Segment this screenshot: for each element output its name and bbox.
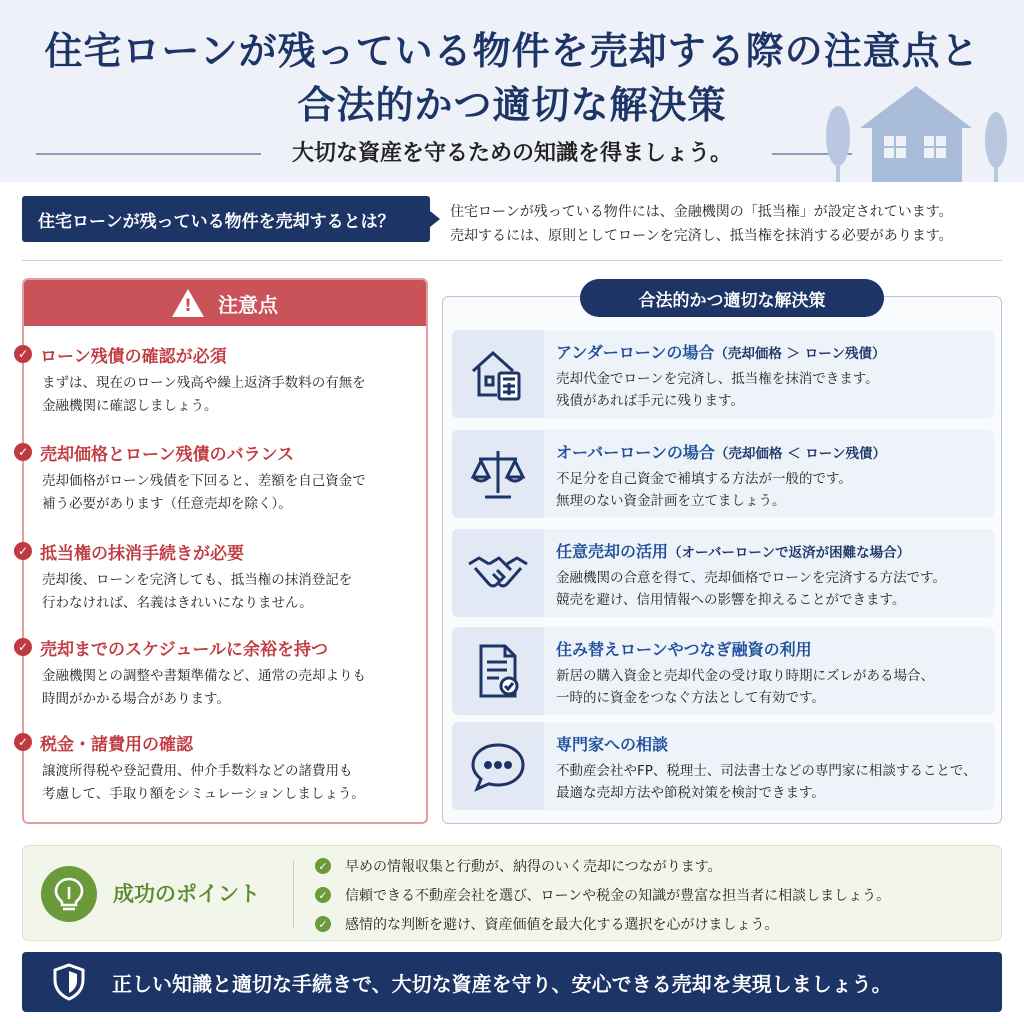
success-point	[315, 856, 722, 876]
success-point	[315, 885, 890, 905]
success-divider	[293, 860, 294, 928]
house-calculator-icon	[469, 345, 527, 403]
success-point-text: 信頼できる不動産会社を選び、ローンや税金の知識が豊富な担当者に相談しましょう。	[345, 888, 891, 904]
solution-text: 競売を避け、信用情報への影響を抑えることができます。	[556, 592, 906, 608]
house-illustration-icon	[820, 78, 1024, 182]
intro-arrow-icon	[430, 211, 440, 227]
solution-text: 最適な売却方法や節税対策を検討できます。	[556, 785, 825, 801]
caution-text: 補う必要があります（任意売却を除く）。	[42, 496, 292, 512]
caution-header-label: 注意点	[218, 292, 278, 317]
solution-title: 専門家への相談	[556, 735, 669, 754]
warning-icon: !	[172, 289, 204, 317]
caution-text: 売却価格がローン残債を下回ると、差額を自己資金で	[42, 473, 366, 489]
caution-title: 売却までのスケジュールに余裕を持つ	[40, 639, 328, 660]
check-circle-icon: ✓	[315, 916, 331, 932]
solution-text: 無理のない資金計画を立てましょう。	[556, 493, 786, 509]
check-circle-icon: ✓	[14, 542, 32, 560]
header-banner	[0, 0, 1024, 182]
success-point-text: 早めの情報収集と行動が、納得のいく売却につながります。	[345, 859, 722, 875]
check-circle-icon: ✓	[14, 733, 32, 751]
caution-text: 行わなければ、名義はきれいになりません。	[42, 595, 313, 611]
intro-text	[450, 200, 1010, 248]
solution-item	[452, 529, 994, 617]
check-circle-icon: ✓	[14, 443, 32, 461]
caution-text: 売却後、ローンを完済しても、抵当権の抹消登記を	[42, 572, 353, 588]
solution-item	[452, 430, 994, 518]
document-icon	[469, 642, 527, 700]
caution-item	[14, 635, 394, 711]
solution-item	[452, 330, 994, 418]
handshake-icon	[467, 544, 529, 602]
check-circle-icon: ✓	[14, 638, 32, 656]
solution-note: （売却価格 ＞ ローン残債）	[714, 346, 886, 362]
section-divider	[22, 260, 1002, 261]
caution-text: 金融機関に確認しましょう。	[42, 398, 218, 414]
solution-title: 住み替えローンやつなぎ融資の利用	[556, 640, 812, 659]
footer-banner	[22, 952, 1002, 1012]
chat-bubble-icon	[469, 737, 527, 795]
shield-icon	[52, 962, 86, 1002]
intro-line: 売却するには、原則としてローンを完済し、抵当権を抹消する必要があります。	[450, 228, 953, 244]
caution-title: 抵当権の抹消手続きが必要	[40, 543, 244, 564]
intro-badge: 住宅ローンが残っている物件を売却するとは？	[22, 196, 430, 242]
solution-text: 不動産会社やFP、税理士、司法書士などの専門家に相談することで、	[556, 763, 977, 779]
check-circle-icon: ✓	[315, 887, 331, 903]
page-title-line2: 合法的かつ適切な解決策	[297, 83, 727, 127]
solution-text: 一時的に資金をつなぐ方法として有効です。	[556, 690, 825, 706]
caution-title: 売却価格とローン残債のバランス	[40, 444, 295, 465]
caution-header	[24, 280, 426, 326]
check-circle-icon: ✓	[315, 858, 331, 874]
solution-title: アンダーローンの場合	[556, 343, 715, 362]
solution-note: （売却価格 ＜ ローン残債）	[714, 446, 887, 462]
caution-title: 税金・諸費用の確認	[40, 734, 193, 755]
caution-item	[14, 440, 394, 516]
caution-text: 譲渡所得税や登記費用、仲介手数料などの諸費用も	[42, 763, 353, 779]
solution-text: 不足分を自己資金で補填する方法が一般的です。	[556, 471, 852, 487]
solution-text: 新居の購入資金と売却代金の受け取り時期にズレがある場合、	[556, 668, 934, 684]
caution-text: 考慮して、手取り額をシミュレーションしましょう。	[42, 786, 365, 802]
intro-line: 住宅ローンが残っている物件には、金融機関の「抵当権」が設定されています。	[450, 204, 953, 220]
success-title: 成功のポイント	[113, 882, 260, 906]
caution-item	[14, 730, 394, 806]
solution-text: 金融機関の合意を得て、売却価格でローンを完済する方法です。	[556, 570, 946, 586]
scales-icon	[469, 445, 527, 503]
success-point-text: 感情的な判断を避け、資産価値を最大化する選択を心がけましょう。	[345, 917, 779, 933]
lightbulb-icon	[41, 866, 97, 922]
solution-title: オーバーローンの場合	[556, 443, 715, 462]
page-title-line1: 住宅ローンが残っている物件を売却する際の注意点と	[44, 29, 980, 73]
caution-text: 金融機関との調整や書類準備など、通常の売却よりも	[42, 668, 366, 684]
solution-text: 売却代金でローンを完済し、抵当権を抹消できます。	[556, 371, 879, 387]
caution-item	[14, 342, 394, 418]
caution-text: まずは、現在のローン残高や繰上返済手数料の有無を	[42, 375, 366, 391]
solution-text: 残債があれば手元に残ります。	[556, 393, 744, 409]
solution-header: 合法的かつ適切な解決策	[580, 279, 884, 317]
footer-message: 正しい知識と適切な手続きで、大切な資産を守り、安心できる売却を実現しましょう。	[112, 971, 892, 996]
caution-title: ローン残債の確認が必須	[40, 346, 227, 367]
solution-item	[452, 722, 994, 810]
success-panel	[22, 845, 1002, 941]
solution-title: 任意売却の活用	[556, 542, 669, 561]
success-point	[315, 914, 778, 934]
page-subtitle: 大切な資産を守るための知識を得ましょう。	[291, 141, 732, 166]
caution-text: 時間がかかる場合があります。	[42, 691, 230, 707]
solution-item	[452, 627, 994, 715]
check-circle-icon: ✓	[14, 345, 32, 363]
caution-item	[14, 539, 394, 615]
solution-note: （オーバーローンで返済が困難な場合）	[668, 545, 911, 561]
